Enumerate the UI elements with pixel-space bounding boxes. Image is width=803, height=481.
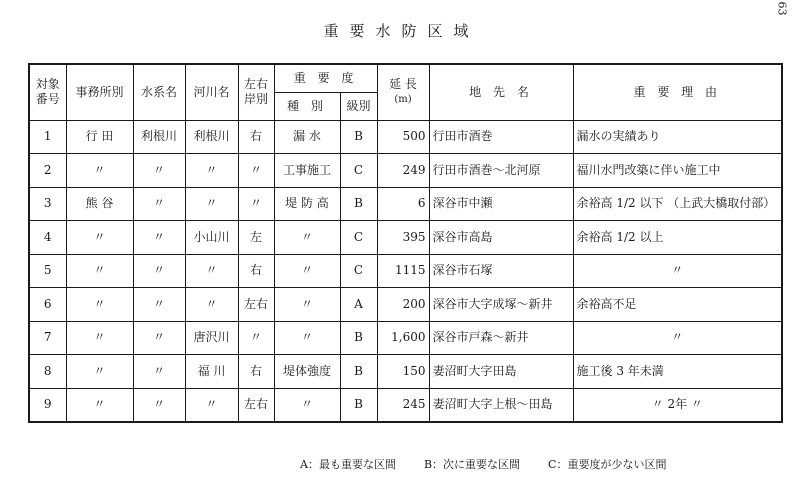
cell-reason: 余裕高不足 [573, 288, 782, 322]
cell-office: 〃 [66, 221, 133, 255]
cell-water-system: 〃 [133, 187, 185, 221]
cell-grade: B [340, 388, 377, 422]
cell-length: 1115 [377, 254, 429, 288]
cell-location: 深谷市大字成塚～新井 [429, 288, 573, 322]
cell-length: 245 [377, 388, 429, 422]
cell-kind: 漏 水 [274, 120, 340, 154]
cell-location: 妻沼町大字田島 [429, 355, 573, 389]
legend-b: B：次に重要な区間 [423, 458, 521, 471]
table-row [29, 254, 782, 288]
cell-reason: 〃 [573, 254, 782, 288]
cell-office: 〃 [66, 154, 133, 188]
cell-reason: 余裕高 1/2 以上 [573, 221, 782, 255]
cell-grade: C [340, 154, 377, 188]
cell-water-system: 利根川 [133, 120, 185, 154]
cell-no: 8 [29, 355, 66, 389]
cell-length: 6 [377, 187, 429, 221]
header-river: 河川名 [185, 64, 238, 120]
table-row [29, 187, 782, 221]
cell-river: 〃 [185, 288, 238, 322]
cell-length: 150 [377, 355, 429, 389]
cell-location: 深谷市石塚 [429, 254, 573, 288]
cell-location: 行田市酒巻 [429, 120, 573, 154]
cell-reason: 〃 2年 〃 [573, 388, 782, 422]
cell-kind: 〃 [274, 321, 340, 355]
cell-reason: 施工後 3 年未満 [573, 355, 782, 389]
table-row [29, 120, 782, 154]
cell-water-system: 〃 [133, 154, 185, 188]
cell-water-system: 〃 [133, 254, 185, 288]
cell-river: 唐沢川 [185, 321, 238, 355]
cell-grade: A [340, 288, 377, 322]
cell-no: 1 [29, 120, 66, 154]
cell-water-system: 〃 [133, 355, 185, 389]
table-body [29, 120, 782, 422]
cell-length: 1,600 [377, 321, 429, 355]
header-bank: 左右岸別 [238, 64, 274, 120]
page-title: 重要水防区域 [323, 22, 480, 40]
cell-bank: 左右 [238, 288, 274, 322]
cell-river: 利根川 [185, 120, 238, 154]
cell-no: 3 [29, 187, 66, 221]
table-row [29, 221, 782, 255]
header-location: 地 先 名 [429, 64, 573, 120]
legend-c: C：重要度が少ない区間 [548, 458, 667, 471]
header-length [377, 64, 429, 120]
cell-water-system: 〃 [133, 388, 185, 422]
header-grade: 級別 [340, 92, 377, 120]
cell-office: 熊 谷 [66, 187, 133, 221]
cell-office: 〃 [66, 321, 133, 355]
cell-length: 500 [377, 120, 429, 154]
cell-kind: 工事施工 [274, 154, 340, 188]
cell-kind: 〃 [274, 288, 340, 322]
cell-bank: 左右 [238, 388, 274, 422]
cell-office: 〃 [66, 288, 133, 322]
page-number: 63 [775, 1, 789, 16]
header-office: 事務所別 [66, 64, 133, 120]
cell-location: 妻沼町大字上根～田島 [429, 388, 573, 422]
cell-grade: C [340, 221, 377, 255]
cell-water-system: 〃 [133, 321, 185, 355]
table-row [29, 355, 782, 389]
header-number: 対象番号 [29, 64, 66, 120]
cell-grade: B [340, 321, 377, 355]
header-water-system: 水系名 [133, 64, 185, 120]
cell-office: 〃 [66, 254, 133, 288]
header-length-label: 延 長 [389, 77, 417, 92]
cell-bank: 〃 [238, 187, 274, 221]
cell-grade: B [340, 355, 377, 389]
cell-bank: 右 [238, 120, 274, 154]
cell-office: 行 田 [66, 120, 133, 154]
cell-river: 〃 [185, 254, 238, 288]
cell-length: 200 [377, 288, 429, 322]
table-row [29, 288, 782, 322]
header-length-unit: (m) [394, 94, 412, 106]
legend [300, 456, 666, 472]
cell-water-system: 〃 [133, 221, 185, 255]
table-header [29, 64, 782, 120]
cell-no: 9 [29, 388, 66, 422]
cell-kind: 堤体強度 [274, 355, 340, 389]
cell-no: 2 [29, 154, 66, 188]
cell-bank: 〃 [238, 321, 274, 355]
table-row [29, 321, 782, 355]
cell-water-system: 〃 [133, 288, 185, 322]
cell-reason: 〃 [573, 321, 782, 355]
cell-location: 行田市酒巻～北河原 [429, 154, 573, 188]
header-reason: 重 要 理 由 [573, 64, 782, 120]
cell-no: 5 [29, 254, 66, 288]
cell-reason: 余裕高 1/2 以下 （上武大橋取付部） [573, 187, 782, 221]
header-kind: 種 別 [274, 92, 340, 120]
cell-bank: 左 [238, 221, 274, 255]
cell-location: 深谷市中瀬 [429, 187, 573, 221]
cell-river: 〃 [185, 388, 238, 422]
cell-river: 〃 [185, 154, 238, 188]
table-row [29, 388, 782, 422]
cell-river: 福 川 [185, 355, 238, 389]
cell-length: 395 [377, 221, 429, 255]
cell-kind: 〃 [274, 388, 340, 422]
cell-no: 6 [29, 288, 66, 322]
cell-bank: 〃 [238, 154, 274, 188]
cell-reason: 福川水門改築に伴い施工中 [573, 154, 782, 188]
cell-no: 7 [29, 321, 66, 355]
legend-a: A：最も重要な区間 [300, 458, 396, 471]
cell-river: 〃 [185, 187, 238, 221]
cell-kind: 〃 [274, 221, 340, 255]
cell-office: 〃 [66, 388, 133, 422]
cell-grade: C [340, 254, 377, 288]
important-flood-zone-table [28, 63, 783, 423]
cell-bank: 右 [238, 254, 274, 288]
cell-grade: B [340, 187, 377, 221]
cell-river: 小山川 [185, 221, 238, 255]
header-importance: 重 要 度 [274, 64, 377, 92]
cell-length: 249 [377, 154, 429, 188]
cell-reason: 漏水の実績あり [573, 120, 782, 154]
cell-location: 深谷市高島 [429, 221, 573, 255]
cell-no: 4 [29, 221, 66, 255]
cell-kind: 堤 防 高 [274, 187, 340, 221]
table-row [29, 154, 782, 188]
cell-office: 〃 [66, 355, 133, 389]
cell-bank: 右 [238, 355, 274, 389]
cell-grade: B [340, 120, 377, 154]
cell-kind: 〃 [274, 254, 340, 288]
cell-location: 深谷市戸森～新井 [429, 321, 573, 355]
